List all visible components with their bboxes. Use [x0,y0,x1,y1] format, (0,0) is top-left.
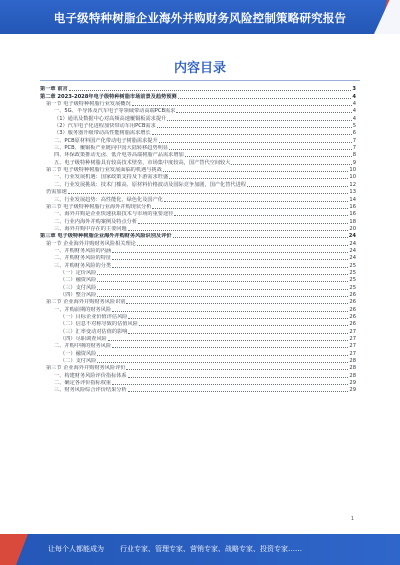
toc-entry-label: 一、海外并购是企业快速获取技术与市场的重要途径 [54,211,174,218]
toc-entry-page: 10 [349,167,356,174]
toc-entry-page: 25 [349,284,356,291]
toc-entry-label: 第一章 前言 [40,86,68,93]
toc-dot-leader [68,192,349,194]
toc-entry-page: 4 [352,93,356,100]
toc-entry-page: 10 [349,174,356,181]
toc-entry[interactable] [40,86,356,93]
toc-entry-label: 四、环保政策推动无卤、低介电等高端树脂产品需求增加 [54,152,184,159]
toc-entry-label: 二、行业内海外并购案例及特点分析 [54,218,138,225]
toc-entry[interactable] [40,380,356,387]
toc-entry[interactable] [40,101,356,108]
toc-entry[interactable] [40,211,356,218]
toc-entry[interactable] [40,248,356,255]
toc-dot-leader [128,317,348,319]
toc-entry-page: 26 [349,306,356,313]
toc-dot-leader [97,288,348,290]
toc-entry-page: 24 [349,255,356,262]
toc-entry-page: 26 [349,291,356,298]
toc-dot-leader [176,111,351,113]
toc-dot-leader [164,200,348,202]
toc-entry-label: 第三节 企业海外并购财务风险评价 [46,365,126,372]
toc-entry[interactable] [40,233,356,240]
toc-entry[interactable] [40,174,356,181]
toc-entry[interactable] [40,299,356,306]
toc-entry-page: 26 [349,299,356,306]
toc-entry-page: 25 [349,277,356,284]
toc-entry[interactable] [40,137,356,144]
toc-dot-leader [112,310,348,312]
toc-entry[interactable] [40,240,356,247]
toc-entry[interactable] [40,314,356,321]
toc-entry[interactable] [40,387,356,394]
toc-dot-leader [112,251,348,253]
toc-entry-page: 24 [348,233,356,240]
toc-entry-page: 14 [349,196,356,203]
report-title: 电子级特种树脂企业海外并购财务风险控制策略研究报告 [53,11,347,25]
toc-dot-leader [173,236,348,238]
toc-entry[interactable] [40,123,356,130]
toc-entry-label: （一）融资风险 [60,350,97,357]
report-header-bar [0,0,400,34]
toc-entry[interactable] [40,189,356,196]
toc-entry-page: 26 [349,321,356,328]
toc-entry-page: 20 [349,225,356,232]
toc-dot-leader [128,229,349,231]
toc-entry-label: 二、PCB原材料国产化带动电子树脂需求提升 [54,137,158,144]
toc-dot-leader [185,155,352,157]
toc-dot-leader [69,89,352,91]
toc-entry-label: 第三节 电子级特种树脂行业海外并购现状分析 [46,203,152,210]
toc-entry[interactable] [40,372,356,379]
toc-entry-page: 8 [352,152,356,159]
toc-entry-label: （四）整合风险 [60,291,97,298]
toc-entry-label: 第一节 企业海外并购财务风险相关理论 [46,240,136,247]
toc-heading: 内容目录 [173,61,226,76]
toc-dot-leader [128,390,349,392]
toc-entry-page: 29 [349,387,356,394]
toc-entry[interactable] [40,181,356,188]
toc-entry-page: 3 [352,86,356,93]
toc-dot-leader [97,295,348,297]
toc-entry[interactable] [40,321,356,328]
toc-entry[interactable] [40,226,356,233]
toc-entry[interactable] [40,306,356,313]
toc-entry-page: 28 [349,372,356,379]
toc-entry-page: 27 [349,328,356,335]
toc-entry-page: 25 [349,269,356,276]
toc-dot-leader [169,177,348,179]
toc-entry-label: 五、电子级特种树脂具有较高技术壁垒，市场集中度较高，国产替代空间较大 [54,159,231,166]
toc-entry-label: 三、PCB、覆铜板产业链向中国大陆转移趋势明显 [54,145,169,152]
toc-entry-page: 27 [349,350,356,357]
toc-entry-label: 二、行业发展挑战：技术门槛高、原材料价格波动及国际竞争加剧，国产化替代进程 [54,181,246,188]
toc-dot-leader [112,383,348,385]
toc-entry-page: 4 [352,101,356,108]
toc-entry-label: 三、并购财务风险的分类 [54,262,112,269]
toc-entry[interactable] [40,350,356,357]
toc-entry-label: 仍需加速 [46,189,67,196]
toc-entry[interactable] [40,284,356,291]
toc-entry-page: 13 [349,189,356,196]
toc-entry-page: 6 [352,130,356,137]
toc-entry-label: （二）融资风险 [60,277,97,284]
toc-dot-leader [112,258,348,260]
toc-entry-label: （一）目标企业价值评估风险 [60,314,128,320]
toc-entry-label: 三、海外并购中存在的主要问题 [54,225,127,232]
table-of-contents [40,86,356,394]
toc-dot-leader [137,244,349,246]
toc-entry-label: （三）支付风险 [60,284,97,291]
toc-divider [40,80,360,81]
toc-entry-page: 18 [349,218,356,225]
toc-entry[interactable] [40,262,356,269]
toc-entry[interactable] [40,196,356,203]
toc-entry-page: 5 [352,123,356,130]
toc-entry-page: 12 [349,181,356,188]
toc-entry-label: （1）通讯及数据中心对高频高速覆铜板需求提升 [54,115,167,122]
toc-entry-label: 二、并购财务风险的特征 [54,255,112,262]
toc-entry-label: 第二节 电子级特种树脂行业发展面临的机遇与挑战 [46,167,162,174]
toc-entry-page: 27 [349,343,356,350]
toc-entry-page: 24 [349,240,356,247]
toc-entry-page: 27 [349,336,356,343]
toc-entry-label: （3）服务器升级带动高性能树脂需求增长 [54,130,151,137]
toc-entry[interactable] [40,93,356,100]
toc-entry-label: 第三章 电子级特种树脂企业海外并购财务风险识别及评价 [40,233,172,240]
toc-entry-label: 第二节 企业海外并购财务风险识别 [46,299,126,306]
toc-dot-leader [152,133,352,135]
toc-dot-leader [97,280,348,282]
toc-entry-label: （2）汽车电子化进程加快带动车用PCB需求 [54,123,156,130]
toc-entry-label: 一、5G、半导体及汽车电子等领域带动高端PCB需求 [54,108,176,115]
toc-dot-leader [132,104,352,106]
toc-dot-leader [97,273,348,275]
toc-entry-page: 4 [352,115,356,122]
toc-entry[interactable] [40,277,356,284]
toc-dot-leader [108,339,349,341]
toc-dot-leader [139,324,349,326]
toc-dot-leader [169,148,352,150]
page-number: 1 [350,516,354,522]
toc-dot-leader [97,354,348,356]
footer-red-stripe [0,534,40,565]
toc-dot-leader [152,207,348,209]
toc-entry[interactable] [40,270,356,277]
toc-entry[interactable] [40,292,356,299]
toc-entry[interactable] [40,218,356,225]
toc-dot-leader [157,126,352,128]
toc-entry[interactable] [40,167,356,174]
toc-entry-label: 一、并购财务风险的内涵 [54,247,112,254]
toc-dot-leader [97,361,348,363]
toc-dot-leader [126,368,348,370]
toc-entry-label: （三）汇率变动对估值的影响 [60,328,128,335]
toc-entry-page: 28 [349,365,356,372]
toc-dot-leader [126,302,348,304]
toc-entry-label: 第二章 2023-2028年电子级特种树脂市场前景及趋势预测 [40,93,177,100]
toc-entry-page: 16 [349,203,356,210]
toc-entry[interactable] [40,343,356,350]
toc-entry-label: （二）支付风险 [60,358,97,365]
toc-dot-leader [128,332,348,334]
toc-dot-leader [112,266,348,268]
toc-entry-label: （二）信息不对称导致的估值风险 [60,321,138,328]
toc-dot-leader [178,97,352,99]
toc-entry-page: 24 [349,247,356,254]
toc-entry-label: 一、并购前期的财务风险 [54,306,112,313]
toc-dot-leader [138,222,348,224]
toc-entry-page: 7 [352,137,356,144]
toc-entry[interactable] [40,145,356,152]
toc-dot-leader [167,119,351,121]
footer-expert-list: 行业专家、管理专家、营销专家、战略专家、投资专家…… [120,545,302,553]
toc-entry[interactable] [40,108,356,115]
toc-entry-label: 二、确定各评价指标权重 [54,380,112,387]
toc-entry-page: 29 [349,380,356,387]
toc-entry[interactable] [40,358,356,365]
toc-entry-page: 9 [352,159,356,166]
toc-entry-label: （一）定价风险 [60,269,97,276]
toc-dot-leader [163,170,349,172]
toc-dot-leader [247,185,348,187]
toc-dot-leader [174,214,348,216]
toc-entry[interactable] [40,204,356,211]
toc-entry-label: 三、财务风险综合评价结果分析 [54,387,127,394]
toc-entry-label: （四）尽职调查风险 [60,336,107,343]
toc-entry[interactable] [40,328,356,335]
toc-entry-label: 一、构建财务风险评价指标体系 [54,372,127,379]
toc-entry[interactable] [40,130,356,137]
toc-entry-page: 25 [349,262,356,269]
footer-bar [0,534,400,565]
toc-entry-page: 28 [349,358,356,365]
toc-entry[interactable] [40,115,356,122]
toc-entry-label: 三、行业发展趋势：高性能化、绿色化及国产化 [54,196,163,203]
toc-entry[interactable] [40,255,356,262]
toc-entry-page: 7 [352,145,356,152]
toc-entry[interactable] [40,159,356,166]
toc-dot-leader [128,376,349,378]
toc-dot-leader [231,163,351,165]
toc-entry-page: 4 [352,108,356,115]
footer-slogan: 让每个人都能成为 [48,545,104,553]
toc-entry-label: 第一节 电子级特种树脂行业发展概况 [46,101,131,108]
toc-entry-label: 二、并购中期的财务风险 [54,343,112,350]
toc-entry-page: 26 [349,314,356,320]
toc-dot-leader [159,141,352,143]
toc-dot-leader [112,346,348,348]
toc-entry-label: 一、行业发展机遇：国家政策支持及下游需求旺盛 [54,174,169,181]
toc-entry[interactable] [40,365,356,372]
toc-entry-page: 16 [349,211,356,218]
toc-entry[interactable] [40,336,356,343]
toc-entry[interactable] [40,152,356,159]
